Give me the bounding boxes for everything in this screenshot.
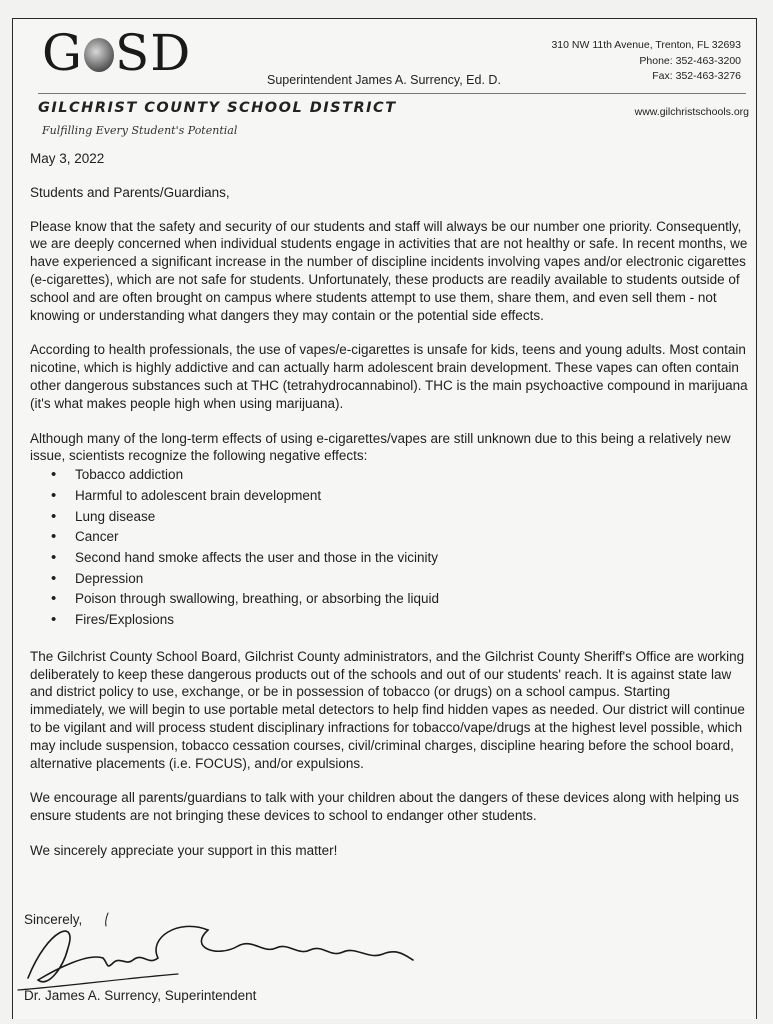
letter-body xyxy=(30,150,748,877)
paragraph-board: The Gilchrist County School Board, Gilchrist County administrators, and the Gilchrist County Sheriff's Office are working deliberately to keep these dangerous products out of the schools and out of our students' reach. It is against state law and district policy to use, exchange, or be in possession of tobacco (or drugs) on a school campus. Starting immediately, we will begin to use portable metal detectors to help find hidden vapes as needed. Our district will continue to be vigilant and will process student disciplinary infractions for tobacco/vape/drugs at the highest level possible, which may include suspension, tobacco cessation courses, civil/criminal charges, discipline hearing before the school board, alternative placements (i.e. FOCUS), and/or expulsions. xyxy=(30,648,745,771)
superintendent-line: Superintendent James A. Surrency, Ed. D. xyxy=(267,73,501,87)
paragraph-encourage: We encourage all parents/guardians to talk with your children about the dangers of these devices along with helping us ensure students are not bringing these devices to school to endanger other students. xyxy=(30,790,739,824)
tagline: Fulfilling Every Student's Potential xyxy=(42,124,238,137)
paragraph-thanks: We sincerely appreciate your support in this matter! xyxy=(30,842,338,858)
logo-text-right: SD xyxy=(114,24,192,82)
list-item: • Fires/Explosions xyxy=(75,610,748,631)
contact-block xyxy=(551,38,741,85)
paragraph-health: According to health professionals, the use of vapes/e-cigarettes is unsafe for kids, teens and young adults. Most contain nicotine, which is highly addictive and can actually harm adolescent brain development. These vapes can often contain other dangerous substances such at THC (tetrahydrocannabinol). THC is the main psychoactive compound in marijuana (it's what makes people high when using marijuana). xyxy=(30,342,748,411)
letter-date: May 3, 2022 xyxy=(30,151,105,166)
list-item: • Second hand smoke affects the user and those in the vicinity xyxy=(75,548,748,569)
district-logo xyxy=(42,24,192,82)
salutation: Students and Parents/Guardians, xyxy=(30,184,230,200)
list-item: • Poison through swallowing, breathing, or absorbing the liquid xyxy=(75,589,748,610)
header-divider xyxy=(38,93,746,94)
website: www.gilchristschools.org xyxy=(634,106,749,118)
signature-image xyxy=(8,908,428,998)
fax: Fax: 352-463-3276 xyxy=(652,70,741,82)
paragraph-safety: Please know that the safety and security of our students and staff will always be our number one priority. Consequently, we are deeply concerned when individual students engage in activities that are not healthy or safe. In recent months, we have experienced a significant increase in the number of discipline incidents involving vapes and/or electronic cigarettes (e-cigarettes), which are not safe for students. Unfortunately, these products are readily available to students outside of school and are often brought on campus where students attempt to use them, share them, and even sell them - not knowing or understanding what dangers they may contain or the potential side effects. xyxy=(30,218,748,323)
list-item: • Depression xyxy=(75,569,748,590)
list-item: • Lung disease xyxy=(75,507,748,528)
paragraph-effects-intro: Although many of the long-term effects of using e-cigarettes/vapes are still unknown due to this being a relatively new issue, scientists recognize the following negative effects: xyxy=(30,430,731,464)
closing: Sincerely, xyxy=(24,912,83,927)
logo-text-left: G xyxy=(42,24,83,82)
address: 310 NW 11th Avenue, Trenton, FL 32693 xyxy=(551,39,741,51)
phone: Phone: 352-463-3200 xyxy=(639,54,741,67)
effects-list xyxy=(30,465,748,631)
district-name: GILCHRIST COUNTY SCHOOL DISTRICT xyxy=(38,100,397,116)
apple-icon xyxy=(84,38,114,72)
signer-name: Dr. James A. Surrency, Superintendent xyxy=(24,988,257,1003)
list-item: • Harmful to adolescent brain development xyxy=(75,486,748,507)
list-item: • Tobacco addiction xyxy=(75,465,748,486)
list-item: • Cancer xyxy=(75,527,748,548)
